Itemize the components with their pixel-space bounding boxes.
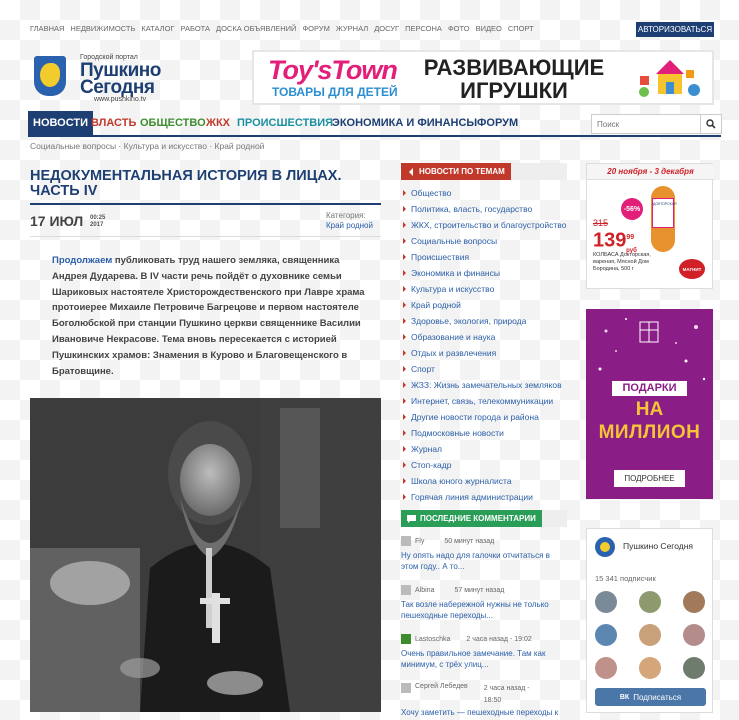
sale-dates: 20 ноября - 3 декабря [587, 164, 714, 180]
breadcrumb-sep-2: · [206, 141, 215, 151]
search-button[interactable] [700, 115, 721, 133]
product-description: КОЛБАСА Докторская, вареная, Мясной Дом Бородина, 500 г [593, 252, 651, 272]
comment-time: 2 часа назад - 19:02 [466, 635, 532, 643]
member-avatars [595, 587, 706, 677]
ad-brand-sub: ТОВАРЫ ДЛЯ ДЕТЕЙ [272, 85, 398, 99]
breadcrumb-social[interactable]: Социальные вопросы [30, 141, 117, 151]
user-avatar [401, 585, 411, 595]
comment-time: 2 часа назад - 18:50 [483, 685, 530, 704]
more-button[interactable]: ПОДРОБНЕЕ [614, 470, 685, 487]
breadcrumb [30, 141, 264, 151]
nav-power[interactable]: ВЛАСТЬ [91, 117, 137, 129]
top-nav-persona[interactable]: ПЕРСОНА [405, 24, 442, 33]
nav-forum[interactable]: ФОРУМ [477, 117, 519, 129]
title-divider [30, 203, 381, 205]
vk-widget [586, 528, 713, 713]
logo-tagline: Городской портал [80, 54, 138, 61]
subscribe-button[interactable] [595, 688, 706, 706]
topic-item[interactable]: ЖЗЗ: Жизнь замечательных земляков [401, 377, 567, 393]
sausage-sale-ad[interactable] [586, 163, 713, 289]
comment-link[interactable]: Так возле набережной нужны не только пешеходные переходы... [401, 600, 549, 620]
package-label: ДОКТОРСКАЯ [652, 198, 674, 228]
city-shield-icon [34, 56, 66, 96]
gifts-million-ad[interactable] [586, 309, 713, 499]
top-banner-ad[interactable] [252, 50, 714, 105]
news-topics-heading [401, 163, 567, 180]
news-topics-list [401, 185, 567, 505]
member-avatar[interactable] [683, 591, 705, 613]
member-avatar[interactable] [595, 624, 617, 646]
group-name[interactable]: Пушкино Сегодня [623, 541, 694, 551]
site-logo[interactable] [34, 54, 164, 104]
chevron-left-icon [407, 168, 415, 176]
group-avatar[interactable] [595, 537, 615, 557]
member-avatar[interactable] [595, 657, 617, 679]
top-nav-photo[interactable]: ФОТО [447, 24, 470, 33]
member-avatar[interactable] [639, 657, 661, 679]
top-nav-video[interactable]: ВИДЕО [475, 24, 502, 33]
comment-time: 57 минут назад [454, 586, 505, 594]
article-date: 17 ИЮЛ [30, 213, 84, 229]
sausage-image [651, 186, 675, 252]
comments-title: ПОСЛЕДНИЕ КОММЕНТАРИИ [420, 514, 536, 523]
topic-item[interactable]: Горячая линия администрации [401, 489, 567, 505]
article-title: НЕДОКУМЕНТАЛЬНАЯ ИСТОРИЯ В ЛИЦАХ. ЧАСТЬ IV [30, 168, 342, 199]
member-avatar[interactable] [639, 624, 661, 646]
user-avatar [401, 536, 411, 546]
topic-item[interactable]: Политика, власть, государство [401, 201, 567, 217]
comment-item [401, 634, 567, 670]
toy-house-icon [634, 56, 704, 100]
user-avatar [401, 683, 411, 693]
lead-highlight: Продолжаем [52, 255, 113, 266]
comments-heading [401, 510, 567, 527]
comment-user[interactable]: Сергей Лебедев [415, 683, 468, 690]
category-link[interactable]: Край родной [326, 221, 373, 230]
member-avatar[interactable] [683, 657, 705, 679]
article-year: 2017 [90, 222, 104, 228]
top-nav-magazine[interactable]: ЖУРНАЛ [335, 24, 369, 33]
topic-item[interactable]: Экономика и финансы [401, 265, 567, 281]
top-nav-home[interactable]: ГЛАВНАЯ [30, 24, 65, 33]
breadcrumb-native-land[interactable]: Край родной [214, 141, 265, 151]
article-photo [30, 398, 381, 712]
gift-line-2: НА [635, 399, 664, 420]
comment-link[interactable]: Очень правильное замечание. Там как минимум, с трёх улиц... [401, 649, 546, 669]
gift-box-icon [639, 321, 659, 343]
subscribe-label: Подписаться [633, 692, 682, 702]
lead-text: публиковать труд нашего земляка, священника Андрея Дударева. В IV части речь пойдёт о духовнике семьи Шариковых настоятеле Христорождественского при Лавре храма протоиерее Михаиле Петровиче Багрецове и первом настоятеле Боголюбской при станции Пушкино церкви священнике Василии Ивановиче Некрасове. Тема вновь пересекается с историей Пушкинских храмов: Знамения в Курово и Благовещенского в Братовщине. [52, 255, 365, 377]
price-kop: 99 [626, 234, 635, 241]
nav-society[interactable]: ОБЩЕСТВО [140, 117, 206, 129]
member-avatar[interactable] [595, 591, 617, 613]
article-lead [52, 253, 374, 379]
topic-item[interactable]: Интернет, связь, телекоммуникации [401, 393, 567, 409]
discount-badge: -56% [621, 198, 643, 220]
price-rub: 139 [593, 229, 627, 252]
top-nav-catalog[interactable]: КАТАЛОГ [141, 24, 175, 33]
topic-item[interactable]: Стоп-кадр [401, 457, 567, 473]
priest-portrait-image [30, 398, 381, 712]
comments-tag [401, 510, 542, 527]
news-topics-tag [401, 163, 511, 180]
top-nav [30, 24, 540, 33]
topic-item[interactable]: Образование и наука [401, 329, 567, 345]
search-box [591, 114, 722, 134]
topic-item[interactable]: Культура и искусство [401, 281, 567, 297]
breadcrumb-sep-1: · [116, 141, 124, 151]
topic-item[interactable]: Общество [401, 185, 567, 201]
store-logo: МАГНИТ [679, 259, 705, 279]
breadcrumb-culture[interactable]: Культура и искусство [123, 141, 207, 151]
topic-item[interactable]: Подмосковные новости [401, 425, 567, 441]
member-avatar[interactable] [683, 624, 705, 646]
date-divider [30, 236, 381, 237]
topic-item[interactable]: ЖКХ, строительство и благоустройство [401, 217, 567, 233]
subscriber-count: 15 341 подписчик [595, 574, 656, 583]
comment-time: 50 минут назад [444, 537, 495, 545]
comment-item [401, 585, 567, 621]
search-icon [706, 119, 716, 129]
topic-item[interactable]: Край родной [401, 297, 567, 313]
search-input[interactable] [592, 115, 700, 133]
member-avatar[interactable] [639, 591, 661, 613]
top-nav-jobs[interactable]: РАБОТА [180, 24, 210, 33]
comment-user[interactable]: Fly [415, 537, 425, 545]
ad-headline-2: ИГРУШКИ [460, 78, 568, 103]
logo-line-2: Сегодня [80, 77, 155, 98]
user-avatar [401, 634, 411, 644]
topic-item[interactable]: Спорт [401, 361, 567, 377]
comment-user[interactable]: Albina [415, 586, 435, 594]
logo-url: www.pushkino.tv [94, 96, 147, 103]
ad-brand: Toy'sTown [268, 55, 397, 85]
ad-headline [414, 56, 614, 102]
comment-link[interactable]: Хочу заметить — пешеходные переходы к [401, 708, 559, 717]
comment-link[interactable]: Ну опять надо для галочки отчитаться в этом году.. А то... [401, 551, 550, 571]
vk-logo-icon: ВК [619, 693, 630, 701]
gift-line-1: ПОДАРКИ [612, 381, 687, 396]
comment-user[interactable]: Lastoschka [415, 635, 451, 643]
top-nav-leisure[interactable]: ДОСУГ [374, 24, 400, 33]
nav-housing[interactable]: ЖКХ [206, 117, 230, 129]
topic-item[interactable]: Здоровье, экология, природа [401, 313, 567, 329]
comment-item [401, 536, 567, 572]
article-time-value: 00:25 [90, 215, 106, 221]
top-nav-forum[interactable]: ФОРУМ [302, 24, 330, 33]
nav-economy[interactable]: ЭКОНОМИКА И ФИНАНСЫ [332, 117, 478, 129]
nav-incidents[interactable]: ПРОИСШЕСТВИЯ [237, 117, 334, 129]
category-label: Категория: [326, 211, 366, 220]
price-unit: руб [626, 247, 637, 254]
topic-item[interactable]: Другие новости города и района [401, 409, 567, 425]
top-nav-realty[interactable]: НЕДВИЖИМОСТЬ [70, 24, 136, 33]
old-price: 315 [593, 218, 609, 228]
article-time [90, 215, 105, 229]
chat-bubble-icon [407, 515, 416, 523]
topic-item[interactable]: Школа юного журналиста [401, 473, 567, 489]
topic-item[interactable]: Социальные вопросы [401, 233, 567, 249]
topic-item[interactable]: Журнал [401, 441, 567, 457]
topic-item[interactable]: Происшествия [401, 249, 567, 265]
ad-headline-1: РАЗВИВАЮЩИЕ [423, 55, 605, 80]
news-topics-title: НОВОСТИ ПО ТЕМАМ [419, 167, 505, 176]
top-nav-board[interactable]: ДОСКА ОБЪЯВЛЕНИЙ [216, 24, 297, 33]
gift-line-3: МИЛЛИОН [598, 422, 701, 443]
logo-title [80, 62, 161, 96]
logo-line-1: Пушкино [80, 60, 161, 81]
topic-item[interactable]: Отдых и развлечения [401, 345, 567, 361]
top-nav-sport[interactable]: СПОРТ [507, 24, 534, 33]
comment-item [401, 683, 567, 718]
login-button[interactable]: АВТОРИЗОВАТЬСЯ [636, 22, 714, 37]
nav-news[interactable]: НОВОСТИ [28, 111, 93, 135]
